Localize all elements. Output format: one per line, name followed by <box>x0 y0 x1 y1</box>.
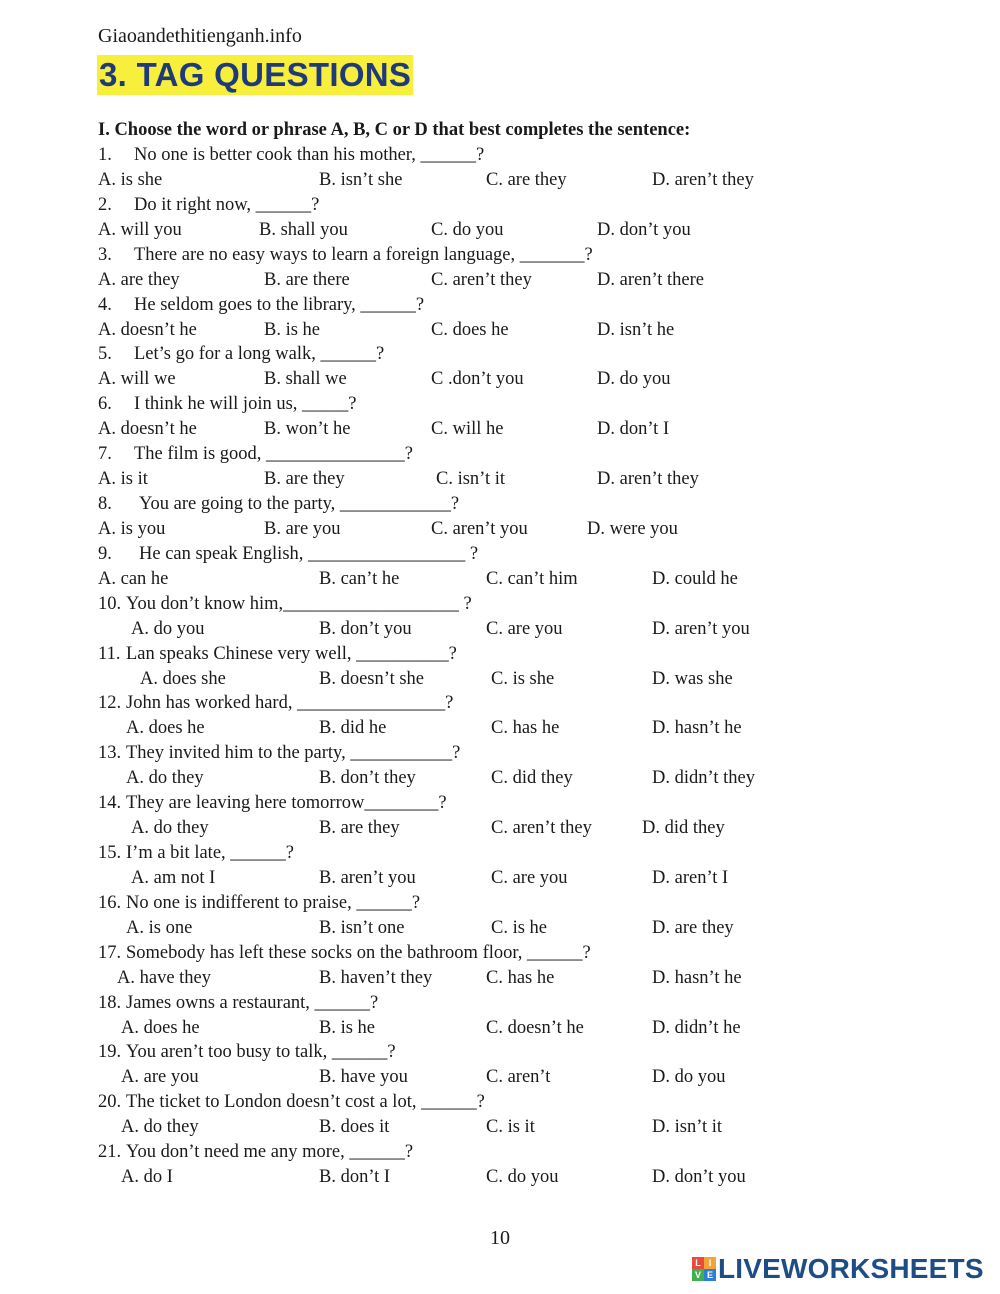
answer-option[interactable]: C. aren’t they <box>431 269 532 290</box>
question-text: The film is good, _______________? <box>134 444 414 465</box>
answer-option[interactable]: C. does he <box>431 319 509 340</box>
answer-option[interactable]: A. do they <box>121 1117 199 1138</box>
answer-option[interactable]: A. do they <box>131 818 209 839</box>
brand-text: LIVEWORKSHEETS <box>718 1253 984 1284</box>
options-row <box>0 168 1000 193</box>
answer-option[interactable]: A. is she <box>98 170 163 190</box>
answer-option[interactable]: B. are you <box>264 519 341 539</box>
answer-option[interactable]: A. do they <box>126 768 204 789</box>
answer-option[interactable]: A. can he <box>98 568 169 589</box>
question-number: 10. <box>98 593 122 614</box>
question-text: Do it right now, ______? <box>134 194 320 215</box>
answer-option[interactable]: B. won’t he <box>264 419 351 440</box>
answer-option[interactable]: B. isn’t she <box>319 170 403 190</box>
question-text: The ticket to London doesn’t cost a lot, ______? <box>126 1092 485 1113</box>
answer-option[interactable]: C. has he <box>486 967 555 988</box>
question-number: 12. <box>98 693 122 714</box>
answer-option[interactable]: C. isn’t it <box>436 469 506 490</box>
answer-option[interactable]: B. are there <box>264 269 350 290</box>
options-row <box>0 1065 1000 1090</box>
options-row <box>0 617 1000 642</box>
answer-option[interactable]: D. did they <box>642 818 725 839</box>
options-row <box>0 766 1000 791</box>
question-number: 9. <box>98 543 112 564</box>
options-row <box>0 467 1000 492</box>
answer-option[interactable]: B. don’t I <box>319 1167 391 1187</box>
answer-option[interactable]: B. does it <box>319 1117 390 1138</box>
answer-option[interactable]: C. aren’t <box>486 1067 551 1088</box>
options-row <box>0 816 1000 841</box>
answer-option[interactable]: A. am not I <box>131 867 216 888</box>
question-text: You don’t know him,___________________ ? <box>126 593 472 614</box>
answer-option[interactable]: D. isn’t he <box>597 319 675 340</box>
question-number: 14. <box>98 793 122 814</box>
answer-option[interactable]: D. don’t you <box>652 1167 746 1187</box>
answer-option[interactable]: A. will we <box>98 369 176 390</box>
question-text: Let’s go for a long walk, ______? <box>134 344 385 365</box>
answer-option[interactable]: D. aren’t there <box>597 269 705 290</box>
answer-option[interactable]: D. aren’t they <box>597 469 699 490</box>
question-text: He seldom goes to the library, ______? <box>134 294 425 315</box>
options-row <box>0 667 1000 692</box>
answer-option[interactable]: C. is she <box>491 668 555 689</box>
question-line <box>0 342 1000 367</box>
answer-option[interactable]: B. did he <box>319 718 387 739</box>
question-number: 18. <box>98 992 122 1013</box>
question-number: 20. <box>98 1092 122 1113</box>
answer-option[interactable]: B. isn’t one <box>319 917 405 938</box>
question-text: John has worked hard, ________________? <box>126 693 454 714</box>
answer-option[interactable]: D. don’t you <box>597 219 691 240</box>
options-row <box>0 517 1000 542</box>
answer-option[interactable]: D. didn’t he <box>652 1017 741 1038</box>
question-line <box>0 293 1000 318</box>
question-line <box>0 1040 1000 1065</box>
question-line <box>0 243 1000 268</box>
options-row <box>0 1165 1000 1190</box>
answer-option[interactable]: B. can’t he <box>319 568 400 589</box>
options-row <box>0 417 1000 442</box>
answer-option[interactable]: B. shall you <box>259 219 348 240</box>
question-number: 21. <box>98 1142 122 1162</box>
question-line <box>0 193 1000 218</box>
question-number: 2. <box>98 194 112 215</box>
question-text: You don’t need me any more, ______? <box>126 1142 414 1162</box>
options-row <box>0 318 1000 343</box>
answer-option[interactable]: C. aren’t they <box>491 818 592 839</box>
answer-option[interactable]: B. is he <box>264 319 321 340</box>
answer-option[interactable]: D. aren’t they <box>652 170 754 190</box>
liveworksheets-logo <box>692 1254 984 1284</box>
answer-option[interactable]: B. don’t they <box>319 768 416 789</box>
question-line <box>0 1090 1000 1115</box>
options-row <box>0 218 1000 243</box>
question-text: He can speak English, _________________ ? <box>139 543 479 564</box>
answer-option[interactable]: A. is it <box>98 469 148 490</box>
question-number: 6. <box>98 394 112 415</box>
question-line <box>0 691 1000 716</box>
answer-option[interactable]: D. do you <box>597 369 671 390</box>
answer-option[interactable]: D. isn’t it <box>652 1117 723 1138</box>
question-number: 7. <box>98 444 112 465</box>
question-text: James owns a restaurant, ______? <box>126 992 379 1013</box>
question-number: 5. <box>98 344 112 365</box>
answer-option[interactable]: A. will you <box>98 219 182 240</box>
question-text: Somebody has left these socks on the bathroom floor, ______? <box>126 942 591 963</box>
answer-option[interactable]: A. are they <box>98 269 180 290</box>
answer-option[interactable]: D. do you <box>652 1067 726 1088</box>
question-line <box>0 592 1000 617</box>
answer-option[interactable]: D. hasn’t he <box>652 967 742 988</box>
question-number: 19. <box>98 1042 122 1063</box>
question-line <box>0 941 1000 966</box>
answer-option[interactable]: C. are they <box>486 170 567 190</box>
answer-option[interactable]: C. aren’t you <box>431 519 528 539</box>
answer-option[interactable]: B. haven’t they <box>319 967 433 988</box>
answer-option[interactable]: A. is you <box>98 519 166 539</box>
question-line <box>0 492 1000 517</box>
answer-option[interactable]: B. are they <box>264 469 345 490</box>
question-line <box>0 791 1000 816</box>
question-line <box>0 841 1000 866</box>
answer-option[interactable]: A. are you <box>121 1067 199 1088</box>
options-row <box>0 1115 1000 1140</box>
liveworksheets-icon <box>692 1257 716 1281</box>
options-row <box>0 916 1000 941</box>
question-number: 16. <box>98 892 122 913</box>
answer-option[interactable]: C. will he <box>431 419 504 440</box>
answer-option[interactable]: D. aren’t I <box>652 867 729 888</box>
question-text: I’m a bit late, ______? <box>126 842 294 863</box>
question-text: They invited him to the party, ___________? <box>126 743 461 764</box>
answer-option[interactable]: A. have they <box>117 967 212 988</box>
answer-option[interactable]: A. does he <box>121 1017 200 1038</box>
question-text: No one is indifferent to praise, ______? <box>126 892 421 913</box>
logo-tile: V <box>692 1269 704 1281</box>
answer-option[interactable]: A. do you <box>131 618 205 639</box>
answer-option[interactable]: A. does she <box>140 668 226 689</box>
answer-option[interactable]: A. doesn’t he <box>98 319 197 340</box>
answer-option[interactable]: C. are you <box>491 867 568 888</box>
answer-option[interactable]: D. were you <box>587 519 678 539</box>
site-name: Giaoandethitienganh.info <box>98 25 302 47</box>
question-line <box>0 891 1000 916</box>
answer-option[interactable]: D. was she <box>652 668 733 689</box>
question-line <box>0 143 1000 168</box>
options-row <box>0 567 1000 592</box>
answer-option[interactable]: B. aren’t you <box>319 867 416 888</box>
answer-option[interactable]: B. shall we <box>264 369 347 390</box>
answer-option[interactable]: C. is he <box>491 917 548 938</box>
answer-option[interactable]: B. are they <box>319 818 400 839</box>
question-number: 1. <box>98 145 112 165</box>
question-text: I think he will join us, _____? <box>134 394 357 415</box>
answer-option[interactable]: C. are you <box>486 618 563 639</box>
question-line <box>0 392 1000 417</box>
options-row <box>0 716 1000 741</box>
answer-option[interactable]: D. hasn’t he <box>652 718 742 739</box>
answer-option[interactable]: C. did they <box>491 768 573 789</box>
section-instruction: I. Choose the word or phrase A, B, C or D that best completes the sentence: <box>98 120 691 140</box>
answer-option[interactable]: C. can’t him <box>486 568 578 589</box>
question-number: 3. <box>98 244 112 265</box>
question-line <box>0 991 1000 1016</box>
options-row <box>0 367 1000 392</box>
answer-option[interactable]: B. don’t you <box>319 618 412 639</box>
page-title: 3. TAG QUESTIONS <box>99 56 412 93</box>
question-number: 17. <box>98 942 122 963</box>
answer-option[interactable]: B. have you <box>319 1067 408 1088</box>
question-text: No one is better cook than his mother, ______? <box>134 145 485 165</box>
answer-option[interactable]: A. doesn’t he <box>98 419 197 440</box>
page-number: 10 <box>490 1227 510 1249</box>
answer-option[interactable]: C .don’t you <box>431 369 524 390</box>
answer-option[interactable]: C. doesn’t he <box>486 1017 584 1038</box>
question-line <box>0 741 1000 766</box>
answer-option[interactable]: D. could he <box>652 568 738 589</box>
answer-option[interactable]: C. do you <box>486 1167 559 1187</box>
answer-option[interactable]: B. is he <box>319 1017 376 1038</box>
question-line <box>0 442 1000 467</box>
question-number: 11. <box>98 643 121 664</box>
options-row <box>0 268 1000 293</box>
question-line <box>0 1140 1000 1165</box>
question-text: They are leaving here tomorrow________? <box>126 793 447 814</box>
question-number: 8. <box>98 493 112 514</box>
answer-option[interactable]: D. didn’t they <box>652 768 755 789</box>
question-text: You aren’t too busy to talk, ______? <box>126 1042 396 1063</box>
answer-option[interactable]: D. aren’t you <box>652 618 750 639</box>
question-line <box>0 542 1000 567</box>
answer-option[interactable]: A. does he <box>126 718 205 739</box>
answer-option[interactable]: A. is one <box>126 917 193 938</box>
answer-option[interactable]: B. doesn’t she <box>319 668 425 689</box>
answer-option[interactable]: D. are they <box>652 917 734 938</box>
answer-option[interactable]: C. do you <box>431 219 504 240</box>
answer-option[interactable]: D. don’t I <box>597 419 670 440</box>
logo-tile: L <box>692 1257 704 1269</box>
answer-option[interactable]: C. has he <box>491 718 560 739</box>
question-number: 15. <box>98 842 122 863</box>
question-line <box>0 642 1000 667</box>
question-text: Lan speaks Chinese very well, __________? <box>126 643 457 664</box>
answer-option[interactable]: C. is it <box>486 1117 535 1138</box>
question-text: You are going to the party, ____________? <box>139 493 460 514</box>
logo-tile: E <box>704 1269 716 1281</box>
question-number: 4. <box>98 294 112 315</box>
options-row <box>0 866 1000 891</box>
question-number: 13. <box>98 743 122 764</box>
question-text: There are no easy ways to learn a foreign language, _______? <box>134 244 593 265</box>
options-row <box>0 1016 1000 1041</box>
logo-tile: I <box>704 1257 716 1269</box>
answer-option[interactable]: A. do I <box>121 1167 173 1187</box>
options-row <box>0 966 1000 991</box>
